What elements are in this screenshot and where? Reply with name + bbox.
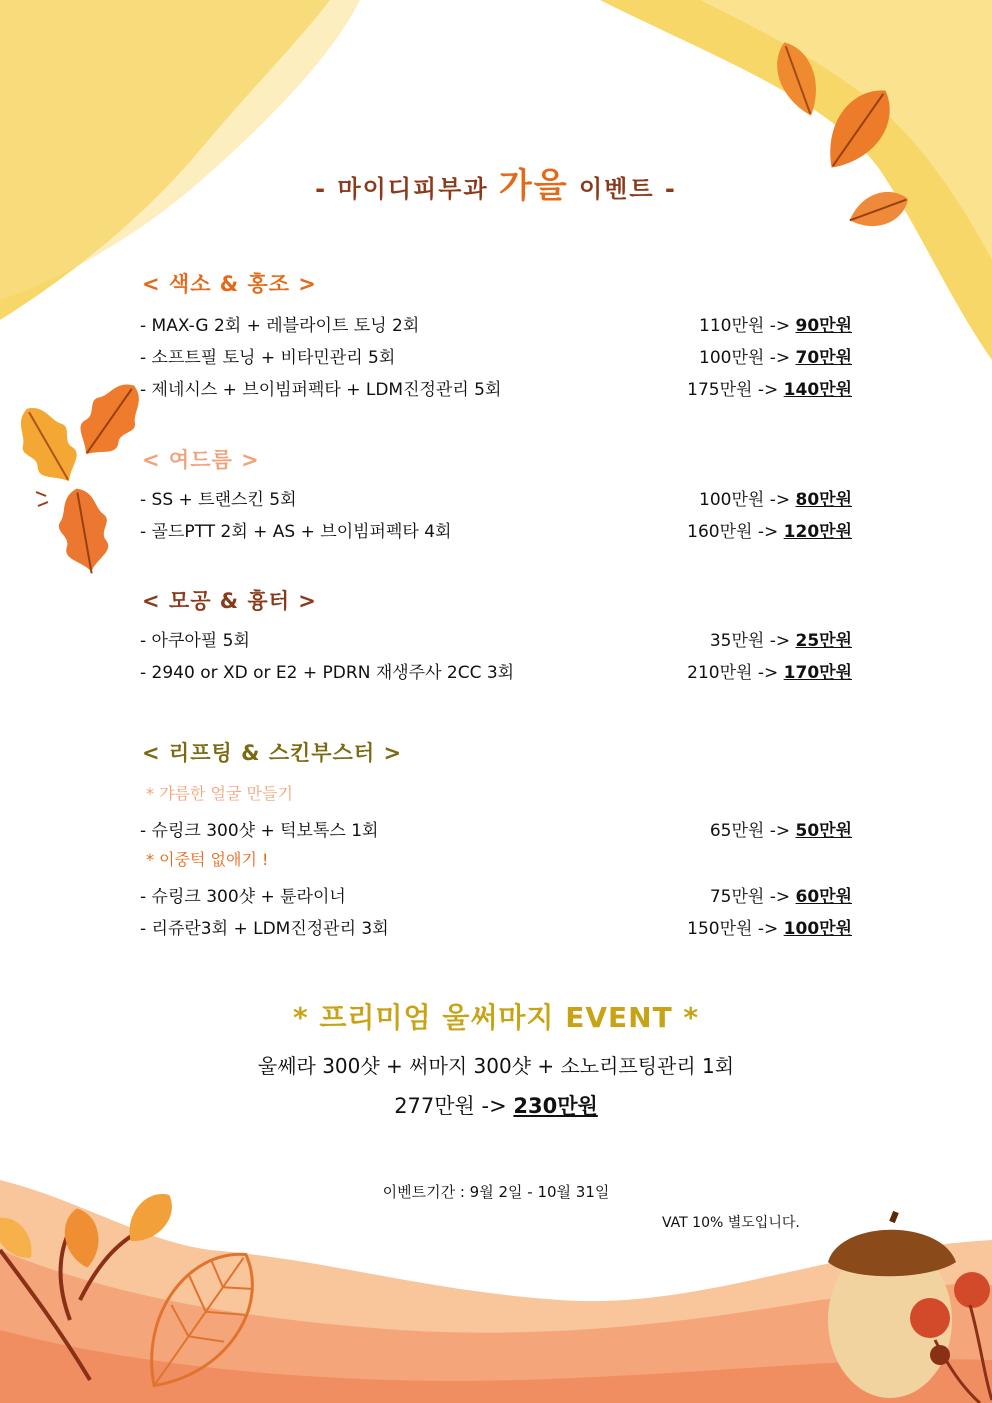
sale-price: 70만원 — [795, 347, 852, 368]
price — [699, 485, 852, 510]
note-slim-face: * 갸름한 얼굴 만들기 — [146, 784, 293, 803]
treatment-name: - 소프트필 토닝 + 비타민관리 5회 — [140, 347, 396, 368]
section-heading-lifting: < 리프팅 & 스킨부스터 > — [142, 741, 403, 765]
price — [710, 626, 852, 651]
price-row — [140, 880, 852, 908]
treatment-name: - 슈링크 300샷 + 튠라이너 — [140, 886, 346, 907]
title-prefix: - 마이디피부과 — [315, 175, 499, 203]
premium-event-title: * 프리미엄 울써마지 EVENT * — [292, 1001, 700, 1034]
treatment-name: - 골드PTT 2회 + AS + 브이빔퍼펙타 4회 — [140, 521, 452, 542]
section-heading-pigment: < 색소 & 홍조 > — [142, 272, 317, 296]
price-row — [140, 912, 852, 940]
oak-leaf-icon — [53, 484, 116, 577]
sale-price: 60만원 — [795, 886, 852, 907]
vat-notice: VAT 10% 별도입니다. — [662, 1215, 800, 1231]
oak-leaf-icon — [6, 396, 90, 493]
top-left-wave-light — [0, 0, 360, 300]
section-heading-acne: < 여드름 > — [142, 448, 260, 472]
price-row — [140, 483, 852, 511]
price-row — [140, 309, 852, 337]
page-title — [0, 158, 992, 207]
price — [687, 658, 852, 683]
original-price: 210만원 -> — [687, 662, 779, 683]
original-price: 75만원 -> — [709, 886, 791, 907]
original-price: 175만원 -> — [687, 379, 779, 400]
sale-price: 50만원 — [795, 820, 852, 841]
sale-price: 170만원 — [783, 662, 852, 683]
price-row — [140, 515, 852, 543]
section-heading-pores: < 모공 & 흉터 > — [142, 589, 317, 613]
price — [687, 375, 852, 400]
price — [710, 816, 852, 841]
original-price: 65만원 -> — [709, 820, 791, 841]
treatment-name: - 아쿠아필 5회 — [140, 630, 250, 651]
premium-event-price — [0, 1090, 992, 1120]
title-accent: 가을 — [498, 166, 569, 206]
price — [699, 343, 852, 368]
price-row — [140, 814, 852, 842]
original-price: 100만원 -> — [699, 489, 791, 510]
original-price: 35만원 -> — [709, 630, 791, 651]
treatment-name: - SS + 트랜스킨 5회 — [140, 489, 297, 510]
sale-price: 90만원 — [795, 315, 852, 336]
treatment-name: - 리쥬란3회 + LDM진정관리 3회 — [140, 918, 389, 939]
price-row — [140, 373, 852, 401]
price — [699, 311, 852, 336]
original-price: 110만원 -> — [699, 315, 791, 336]
treatment-name: - 슈링크 300샷 + 턱보톡스 1회 — [140, 820, 379, 841]
treatment-name: - 2940 or XD or E2 + PDRN 재생주사 2CC 3회 — [140, 662, 515, 683]
original-price: 100만원 -> — [699, 347, 791, 368]
title-suffix: 이벤트 - — [568, 175, 677, 203]
price — [710, 882, 852, 907]
original-price: 277만원 -> — [394, 1094, 507, 1118]
sale-price: 100만원 — [783, 918, 852, 939]
sale-price: 140만원 — [783, 379, 852, 400]
price-row — [140, 656, 852, 684]
price-row — [140, 341, 852, 369]
sale-price: 25만원 — [795, 630, 852, 651]
original-price: 150만원 -> — [687, 918, 779, 939]
sale-price: 230만원 — [513, 1094, 598, 1118]
price-row — [140, 624, 852, 652]
premium-event-description: 울쎄라 300샷 + 써마지 300샷 + 소노리프팅관리 1회 — [257, 1054, 735, 1078]
note-double-chin: * 이중턱 없애기 ! — [146, 850, 269, 869]
price — [687, 517, 852, 542]
treatment-name: - MAX-G 2회 + 레블라이트 토닝 2회 — [140, 315, 420, 336]
motion-lines — [36, 492, 48, 506]
original-price: 160만원 -> — [687, 521, 779, 542]
sale-price: 120만원 — [783, 521, 852, 542]
price — [687, 914, 852, 939]
treatment-name: - 제네시스 + 브이빔퍼펙타 + LDM진정관리 5회 — [140, 379, 502, 400]
event-period: 이벤트기간 : 9월 2일 - 10월 31일 — [382, 1183, 610, 1201]
sale-price: 80만원 — [795, 489, 852, 510]
